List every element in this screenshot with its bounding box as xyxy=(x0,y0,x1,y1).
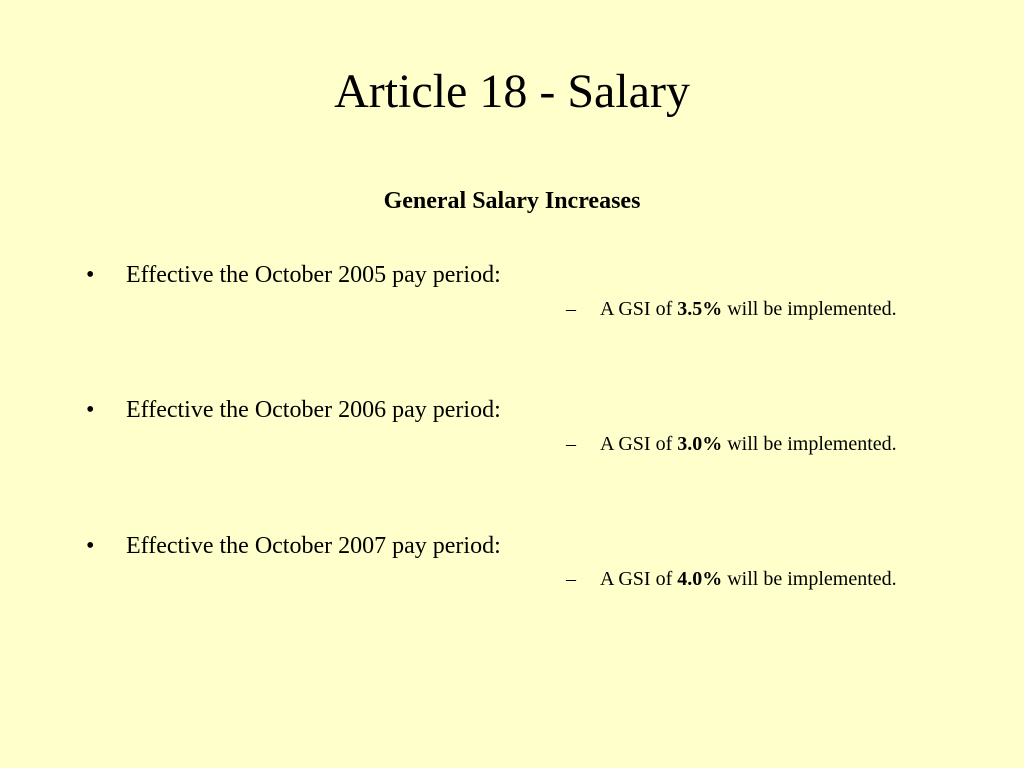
slide-subtitle: General Salary Increases xyxy=(383,188,641,214)
sub-bullet-2006 xyxy=(566,431,897,457)
bullet-icon: • xyxy=(86,397,95,423)
bullet-icon: • xyxy=(86,262,95,288)
dash-icon: – xyxy=(566,298,576,320)
bullet-item-2005 xyxy=(86,260,501,290)
bullet-icon: • xyxy=(86,533,95,559)
gsi-value: 3.5% xyxy=(677,298,723,320)
slide-title: Article 18 - Salary xyxy=(334,65,690,118)
bullet-label: Effective the October 2005 pay period: xyxy=(126,262,501,288)
bullet-item-2006 xyxy=(86,395,501,425)
bullet-item-2007 xyxy=(86,531,501,561)
gsi-value: 4.0% xyxy=(677,568,723,590)
sub-bullet-2007 xyxy=(566,566,897,592)
sub-bullet-prefix: A GSI of xyxy=(600,433,678,455)
sub-bullet-suffix: will be implemented. xyxy=(722,568,897,590)
sub-bullet-2005 xyxy=(566,296,897,322)
bullet-label: Effective the October 2006 pay period: xyxy=(126,397,501,423)
sub-bullet-suffix: will be implemented. xyxy=(722,433,897,455)
gsi-value: 3.0% xyxy=(677,433,723,455)
bullet-label: Effective the October 2007 pay period: xyxy=(126,533,501,559)
sub-bullet-suffix: will be implemented. xyxy=(722,298,897,320)
dash-icon: – xyxy=(566,568,576,590)
sub-bullet-prefix: A GSI of xyxy=(600,568,678,590)
sub-bullet-prefix: A GSI of xyxy=(600,298,678,320)
dash-icon: – xyxy=(566,433,576,455)
